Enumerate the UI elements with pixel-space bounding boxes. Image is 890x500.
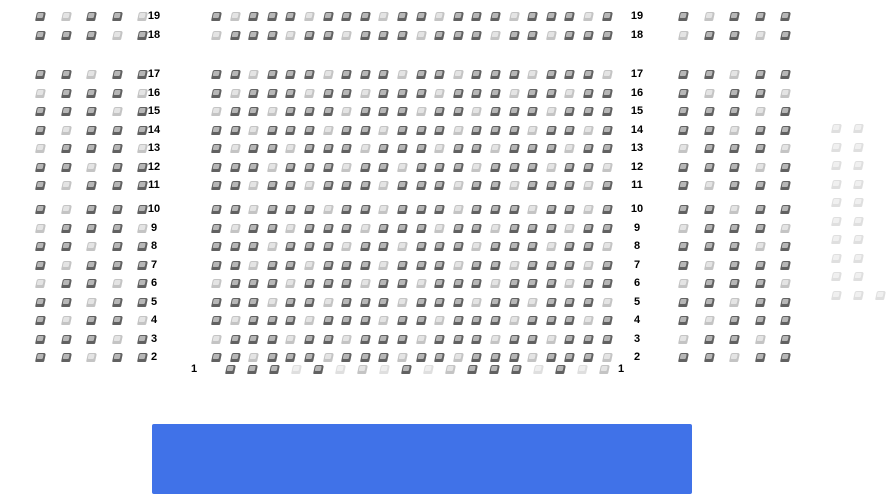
row-label-left: 14 <box>147 123 161 136</box>
seat[interactable] <box>831 235 842 244</box>
seat[interactable] <box>853 161 864 170</box>
row-label-left: 5 <box>150 295 158 308</box>
row-label-left: 9 <box>150 221 158 234</box>
row-label-right: 6 <box>633 277 641 289</box>
seat[interactable] <box>831 217 842 226</box>
row-label-left: 17 <box>147 68 161 80</box>
row-label-left: 19 <box>147 10 161 22</box>
seat[interactable] <box>853 272 864 281</box>
seat[interactable] <box>853 124 864 133</box>
row-label-right: 19 <box>630 10 644 22</box>
seat[interactable] <box>831 143 842 152</box>
seat[interactable] <box>853 254 864 263</box>
row-label-left: 10 <box>147 203 161 215</box>
seat[interactable] <box>831 198 842 207</box>
row-label-left: 12 <box>147 160 161 173</box>
row-label-right: 7 <box>633 258 641 271</box>
seat[interactable] <box>831 291 842 300</box>
seat[interactable] <box>831 272 842 281</box>
row-label-right: 12 <box>630 160 644 173</box>
seat[interactable] <box>853 180 864 189</box>
row-label-right: 15 <box>630 105 644 117</box>
row-label-right: 13 <box>630 142 644 154</box>
row-label-right: 1 <box>617 363 625 375</box>
seat[interactable] <box>853 291 864 300</box>
row-label-right: 4 <box>633 314 641 326</box>
row-label-left: 16 <box>147 86 161 99</box>
row-label-left: 3 <box>150 332 158 345</box>
row-label-right: 11 <box>631 179 643 191</box>
row-label-right: 18 <box>630 28 644 41</box>
seat[interactable] <box>831 254 842 263</box>
row-label-right: 14 <box>630 123 644 136</box>
seat[interactable] <box>853 143 864 152</box>
row-label-left: 2 <box>150 351 158 363</box>
row-label-left: 13 <box>147 142 161 154</box>
row-label-left: 11 <box>148 179 160 191</box>
seat[interactable] <box>831 124 842 133</box>
row-label-left: 7 <box>150 258 158 271</box>
row-label-right: 3 <box>633 332 641 345</box>
seat[interactable] <box>853 217 864 226</box>
seat[interactable] <box>875 291 886 300</box>
row-label-left: 6 <box>150 277 158 289</box>
row-label-left: 8 <box>150 240 158 252</box>
row-label-right: 2 <box>633 351 641 363</box>
row-label-right: 10 <box>630 203 644 215</box>
row-label-right: 17 <box>630 68 644 80</box>
seat[interactable] <box>831 180 842 189</box>
seat[interactable] <box>853 198 864 207</box>
row-label-left: 15 <box>147 105 161 117</box>
row-label-right: 5 <box>633 295 641 308</box>
screen-stage <box>152 424 692 494</box>
row-label-right: 8 <box>633 240 641 252</box>
row-label-right: 9 <box>633 221 641 234</box>
row-label-left: 18 <box>147 28 161 41</box>
seat[interactable] <box>831 161 842 170</box>
seat[interactable] <box>853 235 864 244</box>
row-label-right: 16 <box>630 86 644 99</box>
row-label-left: 1 <box>190 363 198 375</box>
row-label-left: 4 <box>150 314 158 326</box>
